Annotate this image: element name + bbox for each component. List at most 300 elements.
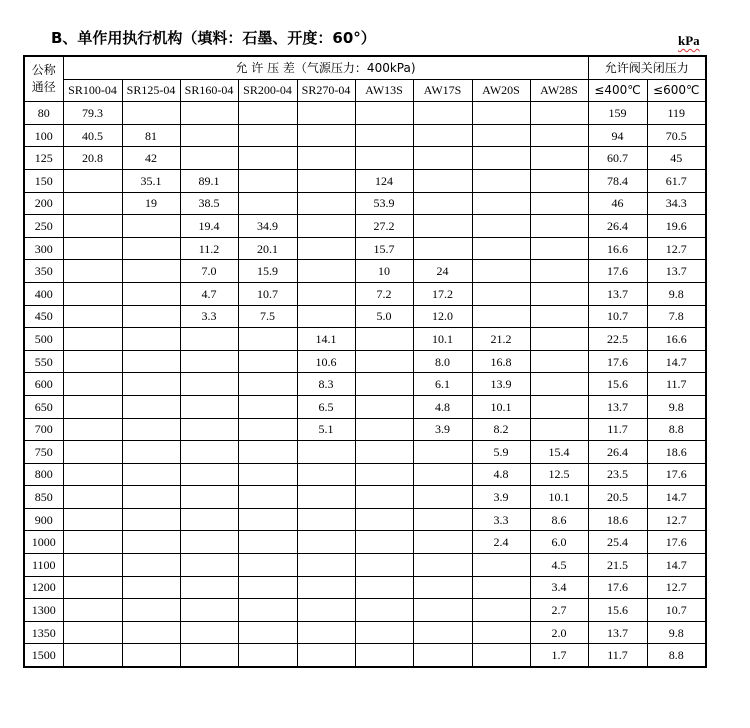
value-cell: 81	[122, 124, 180, 147]
value-cell: 20.1	[238, 237, 297, 260]
value-cell: 124	[355, 169, 413, 192]
nominal-diameter-header	[24, 56, 63, 102]
value-cell: 3.9	[413, 418, 472, 441]
value-cell: 4.5	[530, 554, 588, 577]
value-cell: 40.5	[63, 124, 122, 147]
nominal-diameter-cell: 1300	[24, 599, 63, 622]
value-cell: 26.4	[588, 215, 647, 238]
value-cell	[413, 531, 472, 554]
value-cell	[63, 260, 122, 283]
value-cell	[530, 305, 588, 328]
value-cell	[180, 621, 238, 644]
value-cell	[355, 441, 413, 464]
nominal-diameter-cell: 100	[24, 124, 63, 147]
value-cell: 20.5	[588, 486, 647, 509]
value-cell: 14.7	[647, 486, 706, 509]
column-header: AW20S	[472, 79, 530, 102]
value-cell: 34.3	[647, 192, 706, 215]
value-cell	[413, 169, 472, 192]
value-cell: 15.6	[588, 373, 647, 396]
value-cell	[297, 169, 355, 192]
value-cell: 19.4	[180, 215, 238, 238]
nominal-diameter-cell: 650	[24, 395, 63, 418]
value-cell	[472, 260, 530, 283]
value-cell	[413, 576, 472, 599]
value-cell: 45	[647, 147, 706, 170]
value-cell	[180, 531, 238, 554]
column-header-row	[24, 79, 706, 102]
value-cell: 9.8	[647, 395, 706, 418]
value-cell	[297, 441, 355, 464]
value-cell	[238, 418, 297, 441]
value-cell: 89.1	[180, 169, 238, 192]
value-cell: 11.7	[588, 644, 647, 667]
value-cell	[355, 621, 413, 644]
value-cell	[122, 305, 180, 328]
value-cell: 3.3	[180, 305, 238, 328]
value-cell: 10.1	[472, 395, 530, 418]
value-cell	[297, 576, 355, 599]
nominal-diameter-cell: 500	[24, 328, 63, 351]
value-cell	[180, 463, 238, 486]
value-cell	[530, 124, 588, 147]
value-cell: 8.2	[472, 418, 530, 441]
nominal-diameter-cell: 700	[24, 418, 63, 441]
value-cell	[530, 147, 588, 170]
value-cell	[355, 124, 413, 147]
value-cell	[355, 599, 413, 622]
value-cell: 12.5	[530, 463, 588, 486]
nominal-diameter-cell: 1350	[24, 621, 63, 644]
value-cell: 2.0	[530, 621, 588, 644]
value-cell	[238, 169, 297, 192]
column-header: ≤400℃	[588, 79, 647, 102]
value-cell	[63, 441, 122, 464]
value-cell	[122, 395, 180, 418]
nominal-diameter-cell: 1500	[24, 644, 63, 667]
table-row	[24, 554, 706, 577]
value-cell	[472, 282, 530, 305]
value-cell	[238, 486, 297, 509]
table-row	[24, 373, 706, 396]
pressure-table	[23, 55, 707, 668]
value-cell: 4.7	[180, 282, 238, 305]
value-cell: 2.4	[472, 531, 530, 554]
value-cell	[472, 147, 530, 170]
value-cell	[530, 192, 588, 215]
table-row	[24, 328, 706, 351]
value-cell: 15.9	[238, 260, 297, 283]
value-cell: 10.7	[588, 305, 647, 328]
table-row	[24, 463, 706, 486]
value-cell	[122, 215, 180, 238]
value-cell: 10.7	[238, 282, 297, 305]
value-cell	[122, 644, 180, 667]
table-row	[24, 215, 706, 238]
value-cell	[180, 328, 238, 351]
value-cell	[122, 621, 180, 644]
value-cell	[63, 169, 122, 192]
value-cell: 21.5	[588, 554, 647, 577]
value-cell	[238, 124, 297, 147]
value-cell	[180, 508, 238, 531]
value-cell	[238, 102, 297, 125]
value-cell: 10.1	[530, 486, 588, 509]
value-cell	[63, 554, 122, 577]
value-cell	[122, 576, 180, 599]
value-cell: 6.0	[530, 531, 588, 554]
table-row	[24, 599, 706, 622]
value-cell	[413, 237, 472, 260]
value-cell	[413, 621, 472, 644]
table-row	[24, 576, 706, 599]
nominal-diameter-cell: 600	[24, 373, 63, 396]
value-cell	[297, 554, 355, 577]
value-cell	[297, 644, 355, 667]
value-cell	[180, 599, 238, 622]
column-header: AW28S	[530, 79, 588, 102]
table-row	[24, 508, 706, 531]
value-cell: 94	[588, 124, 647, 147]
value-cell	[413, 192, 472, 215]
value-cell	[63, 237, 122, 260]
value-cell	[238, 147, 297, 170]
value-cell	[472, 621, 530, 644]
nominal-diameter-cell: 800	[24, 463, 63, 486]
table-row	[24, 305, 706, 328]
table-body	[24, 102, 706, 667]
value-cell	[180, 576, 238, 599]
value-cell	[180, 554, 238, 577]
allowable-shutoff-pressure-header: 允许阀关闭压力	[588, 56, 706, 79]
column-header: SR100-04	[63, 79, 122, 102]
value-cell	[355, 554, 413, 577]
value-cell: 4.8	[472, 463, 530, 486]
value-cell: 119	[647, 102, 706, 125]
value-cell	[413, 508, 472, 531]
value-cell	[122, 599, 180, 622]
value-cell	[63, 599, 122, 622]
table-row	[24, 350, 706, 373]
nominal-diameter-cell: 750	[24, 441, 63, 464]
value-cell: 18.6	[647, 441, 706, 464]
table-row	[24, 169, 706, 192]
value-cell	[122, 373, 180, 396]
value-cell	[63, 350, 122, 373]
value-cell: 11.7	[647, 373, 706, 396]
value-cell	[122, 282, 180, 305]
value-cell	[122, 418, 180, 441]
value-cell	[355, 350, 413, 373]
value-cell: 12.7	[647, 237, 706, 260]
value-cell: 17.6	[588, 350, 647, 373]
value-cell	[63, 486, 122, 509]
value-cell: 14.7	[647, 350, 706, 373]
value-cell: 12.7	[647, 508, 706, 531]
value-cell: 7.2	[355, 282, 413, 305]
value-cell	[530, 395, 588, 418]
value-cell: 13.7	[647, 260, 706, 283]
value-cell	[413, 215, 472, 238]
value-cell	[297, 124, 355, 147]
value-cell	[472, 599, 530, 622]
value-cell: 15.6	[588, 599, 647, 622]
value-cell	[413, 554, 472, 577]
value-cell	[530, 102, 588, 125]
value-cell	[355, 644, 413, 667]
value-cell	[355, 147, 413, 170]
value-cell: 159	[588, 102, 647, 125]
value-cell: 5.0	[355, 305, 413, 328]
column-header: SR270-04	[297, 79, 355, 102]
value-cell: 53.9	[355, 192, 413, 215]
value-cell	[63, 395, 122, 418]
value-cell	[63, 576, 122, 599]
value-cell: 5.1	[297, 418, 355, 441]
value-cell	[63, 508, 122, 531]
value-cell	[472, 576, 530, 599]
table-row	[24, 282, 706, 305]
value-cell	[122, 260, 180, 283]
value-cell: 17.6	[588, 260, 647, 283]
nominal-diameter-cell: 550	[24, 350, 63, 373]
value-cell: 22.5	[588, 328, 647, 351]
nominal-diameter-cell: 350	[24, 260, 63, 283]
value-cell: 8.0	[413, 350, 472, 373]
value-cell	[238, 328, 297, 351]
value-cell	[180, 486, 238, 509]
value-cell: 4.8	[413, 395, 472, 418]
value-cell: 1.7	[530, 644, 588, 667]
value-cell	[180, 395, 238, 418]
value-cell	[180, 102, 238, 125]
value-cell	[472, 554, 530, 577]
value-cell: 38.5	[180, 192, 238, 215]
column-header: AW17S	[413, 79, 472, 102]
value-cell: 21.2	[472, 328, 530, 351]
value-cell: 10.6	[297, 350, 355, 373]
table-row	[24, 237, 706, 260]
value-cell	[355, 508, 413, 531]
value-cell	[238, 373, 297, 396]
nominal-diameter-cell: 80	[24, 102, 63, 125]
unit-label: kPa	[678, 33, 700, 48]
value-cell: 15.7	[355, 237, 413, 260]
value-cell	[355, 395, 413, 418]
value-cell	[297, 305, 355, 328]
value-cell: 3.9	[472, 486, 530, 509]
value-cell	[63, 373, 122, 396]
allowable-diff-pressure-header: 允 许 压 差（气源压力：400kPa)	[63, 56, 588, 79]
value-cell: 9.8	[647, 282, 706, 305]
table-row	[24, 124, 706, 147]
value-cell	[63, 192, 122, 215]
value-cell	[472, 102, 530, 125]
value-cell: 13.7	[588, 282, 647, 305]
table-row	[24, 531, 706, 554]
value-cell: 20.8	[63, 147, 122, 170]
value-cell: 3.4	[530, 576, 588, 599]
value-cell: 78.4	[588, 169, 647, 192]
value-cell: 12.0	[413, 305, 472, 328]
value-cell: 19.6	[647, 215, 706, 238]
column-header: SR125-04	[122, 79, 180, 102]
nominal-diameter-cell: 400	[24, 282, 63, 305]
value-cell	[63, 282, 122, 305]
value-cell	[472, 305, 530, 328]
value-cell	[530, 169, 588, 192]
value-cell	[530, 282, 588, 305]
value-cell	[238, 463, 297, 486]
value-cell: 16.6	[588, 237, 647, 260]
value-cell: 46	[588, 192, 647, 215]
value-cell	[180, 124, 238, 147]
value-cell	[413, 599, 472, 622]
nominal-diameter-cell: 300	[24, 237, 63, 260]
value-cell: 7.0	[180, 260, 238, 283]
value-cell: 23.5	[588, 463, 647, 486]
corner-header-line-2: 通径	[31, 80, 56, 95]
table-row	[24, 192, 706, 215]
value-cell	[238, 508, 297, 531]
value-cell	[355, 576, 413, 599]
document-title: B、单作用执行机构（填料：石墨、开度：60°）	[51, 29, 376, 47]
value-cell	[63, 531, 122, 554]
value-cell	[355, 373, 413, 396]
value-cell: 14.1	[297, 328, 355, 351]
value-cell	[297, 147, 355, 170]
column-header: AW13S	[355, 79, 413, 102]
value-cell: 17.6	[647, 531, 706, 554]
value-cell	[122, 328, 180, 351]
value-cell: 8.3	[297, 373, 355, 396]
value-cell	[63, 621, 122, 644]
value-cell	[472, 169, 530, 192]
value-cell	[180, 147, 238, 170]
value-cell	[238, 441, 297, 464]
value-cell: 6.1	[413, 373, 472, 396]
value-cell	[238, 554, 297, 577]
value-cell	[180, 350, 238, 373]
value-cell: 16.6	[647, 328, 706, 351]
value-cell: 10.7	[647, 599, 706, 622]
value-cell	[297, 215, 355, 238]
value-cell	[238, 599, 297, 622]
value-cell	[297, 508, 355, 531]
value-cell: 11.7	[588, 418, 647, 441]
value-cell	[472, 124, 530, 147]
nominal-diameter-cell: 850	[24, 486, 63, 509]
value-cell: 8.8	[647, 644, 706, 667]
nominal-diameter-cell: 900	[24, 508, 63, 531]
value-cell: 26.4	[588, 441, 647, 464]
nominal-diameter-cell: 250	[24, 215, 63, 238]
column-header: ≤600℃	[647, 79, 706, 102]
value-cell: 8.8	[647, 418, 706, 441]
value-cell: 79.3	[63, 102, 122, 125]
value-cell	[180, 441, 238, 464]
value-cell: 10	[355, 260, 413, 283]
value-cell	[413, 644, 472, 667]
value-cell: 16.8	[472, 350, 530, 373]
value-cell	[297, 282, 355, 305]
value-cell: 19	[122, 192, 180, 215]
value-cell	[297, 463, 355, 486]
value-cell	[63, 305, 122, 328]
value-cell: 2.7	[530, 599, 588, 622]
table-row	[24, 644, 706, 667]
value-cell: 11.2	[180, 237, 238, 260]
table-row	[24, 260, 706, 283]
value-cell: 12.7	[647, 576, 706, 599]
table-row	[24, 395, 706, 418]
value-cell	[355, 531, 413, 554]
value-cell	[122, 531, 180, 554]
value-cell: 27.2	[355, 215, 413, 238]
value-cell	[63, 644, 122, 667]
group-header-row	[24, 56, 706, 79]
value-cell: 3.3	[472, 508, 530, 531]
value-cell: 13.7	[588, 621, 647, 644]
column-header: SR160-04	[180, 79, 238, 102]
value-cell	[63, 215, 122, 238]
value-cell	[355, 102, 413, 125]
value-cell	[297, 621, 355, 644]
nominal-diameter-cell: 450	[24, 305, 63, 328]
value-cell: 13.7	[588, 395, 647, 418]
value-cell	[63, 328, 122, 351]
value-cell	[238, 395, 297, 418]
column-header: SR200-04	[238, 79, 297, 102]
value-cell	[63, 463, 122, 486]
value-cell: 8.6	[530, 508, 588, 531]
value-cell: 25.4	[588, 531, 647, 554]
value-cell	[63, 418, 122, 441]
value-cell	[297, 599, 355, 622]
value-cell: 17.2	[413, 282, 472, 305]
value-cell	[122, 463, 180, 486]
value-cell: 10.1	[413, 328, 472, 351]
value-cell	[297, 102, 355, 125]
value-cell: 15.4	[530, 441, 588, 464]
value-cell	[355, 486, 413, 509]
value-cell	[122, 237, 180, 260]
value-cell: 7.5	[238, 305, 297, 328]
value-cell	[238, 531, 297, 554]
value-cell	[472, 237, 530, 260]
value-cell	[297, 486, 355, 509]
value-cell	[122, 486, 180, 509]
value-cell	[180, 418, 238, 441]
value-cell: 6.5	[297, 395, 355, 418]
value-cell	[472, 644, 530, 667]
value-cell	[530, 373, 588, 396]
nominal-diameter-cell: 150	[24, 169, 63, 192]
value-cell	[413, 463, 472, 486]
value-cell	[530, 237, 588, 260]
value-cell	[122, 350, 180, 373]
value-cell	[472, 215, 530, 238]
value-cell	[413, 102, 472, 125]
value-cell	[355, 418, 413, 441]
value-cell	[297, 192, 355, 215]
table-row	[24, 418, 706, 441]
value-cell	[238, 644, 297, 667]
nominal-diameter-cell: 1200	[24, 576, 63, 599]
value-cell: 24	[413, 260, 472, 283]
value-cell	[530, 418, 588, 441]
value-cell	[122, 554, 180, 577]
